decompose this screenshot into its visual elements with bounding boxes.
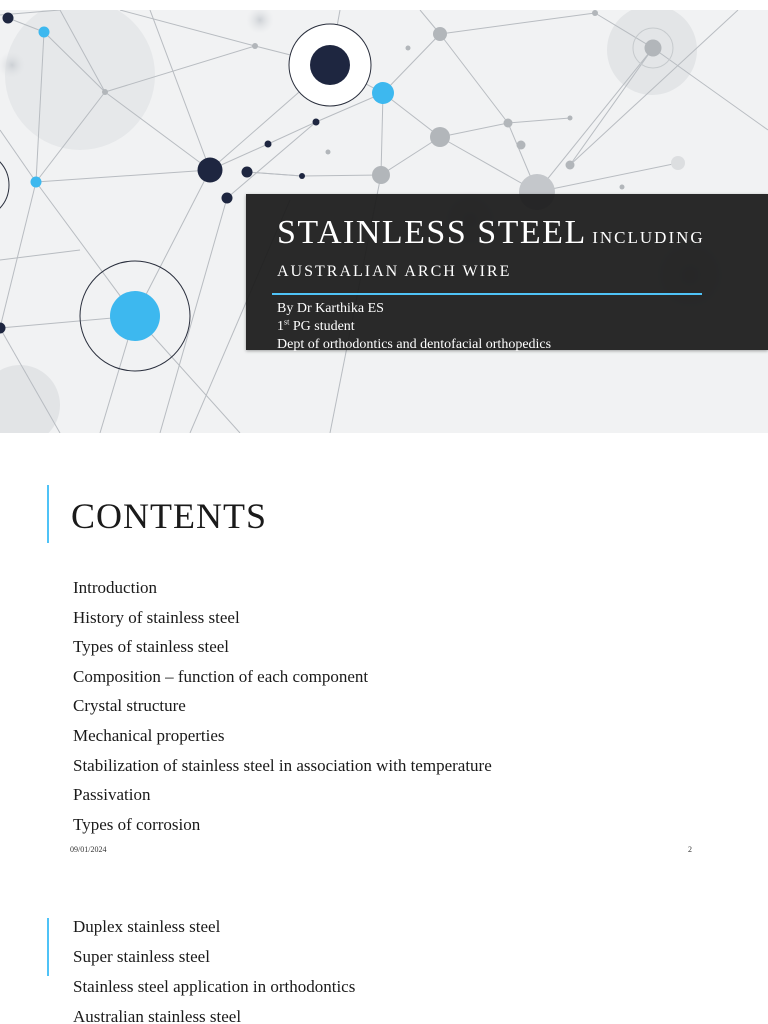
- list-item: Types of stainless steel: [73, 637, 230, 657]
- title-main-text: STAINLESS STEEL: [277, 214, 587, 251]
- student-role: PG student: [289, 319, 355, 334]
- list-item: Duplex stainless steel: [73, 917, 221, 936]
- list-item: Crystal structure: [73, 696, 186, 716]
- presentation-subtitle: AUSTRALIAN ARCH WIRE: [277, 263, 512, 280]
- title-box: [246, 194, 768, 350]
- slide-page-number: 2: [688, 845, 692, 854]
- list-item: Super stainless steel: [73, 947, 210, 966]
- presentation-title: [277, 214, 705, 252]
- student-year-suffix: st: [284, 317, 290, 327]
- slide-date: 09/01/2024: [70, 845, 107, 854]
- contents-slide: [0, 450, 768, 860]
- list-item: Introduction: [73, 578, 158, 597]
- list-item: Mechanical properties: [73, 725, 225, 745]
- list-item: Types of corrosion: [73, 814, 201, 834]
- list-item: Composition – function of each component: [73, 666, 369, 686]
- list-item: History of stainless steel: [73, 607, 240, 627]
- list-item: Stabilization of stainless steel in association with temperature: [73, 755, 492, 775]
- contents-continued-slide: [0, 900, 768, 1024]
- list-item: Stainless steel application in orthodontics: [73, 977, 356, 996]
- contents-heading: CONTENTS: [71, 496, 267, 536]
- author-name: By Dr Karthika ES: [277, 301, 384, 316]
- department-name: Dept of orthodontics and dentofacial orthopedics: [277, 337, 552, 352]
- title-small-text: INCLUDING: [592, 228, 705, 247]
- continued-accent-bar: [47, 918, 49, 976]
- heading-accent-bar: [47, 485, 49, 543]
- author-block: [277, 300, 551, 354]
- title-slide: [0, 10, 768, 433]
- title-divider: [272, 293, 702, 295]
- list-item: Passivation: [73, 785, 151, 805]
- contents-list: [73, 576, 492, 842]
- student-year: 1: [277, 319, 284, 334]
- student-year-line: [277, 318, 551, 336]
- contents-continued-list: [73, 915, 355, 1024]
- list-item: Australian stainless steel: [73, 1007, 242, 1024]
